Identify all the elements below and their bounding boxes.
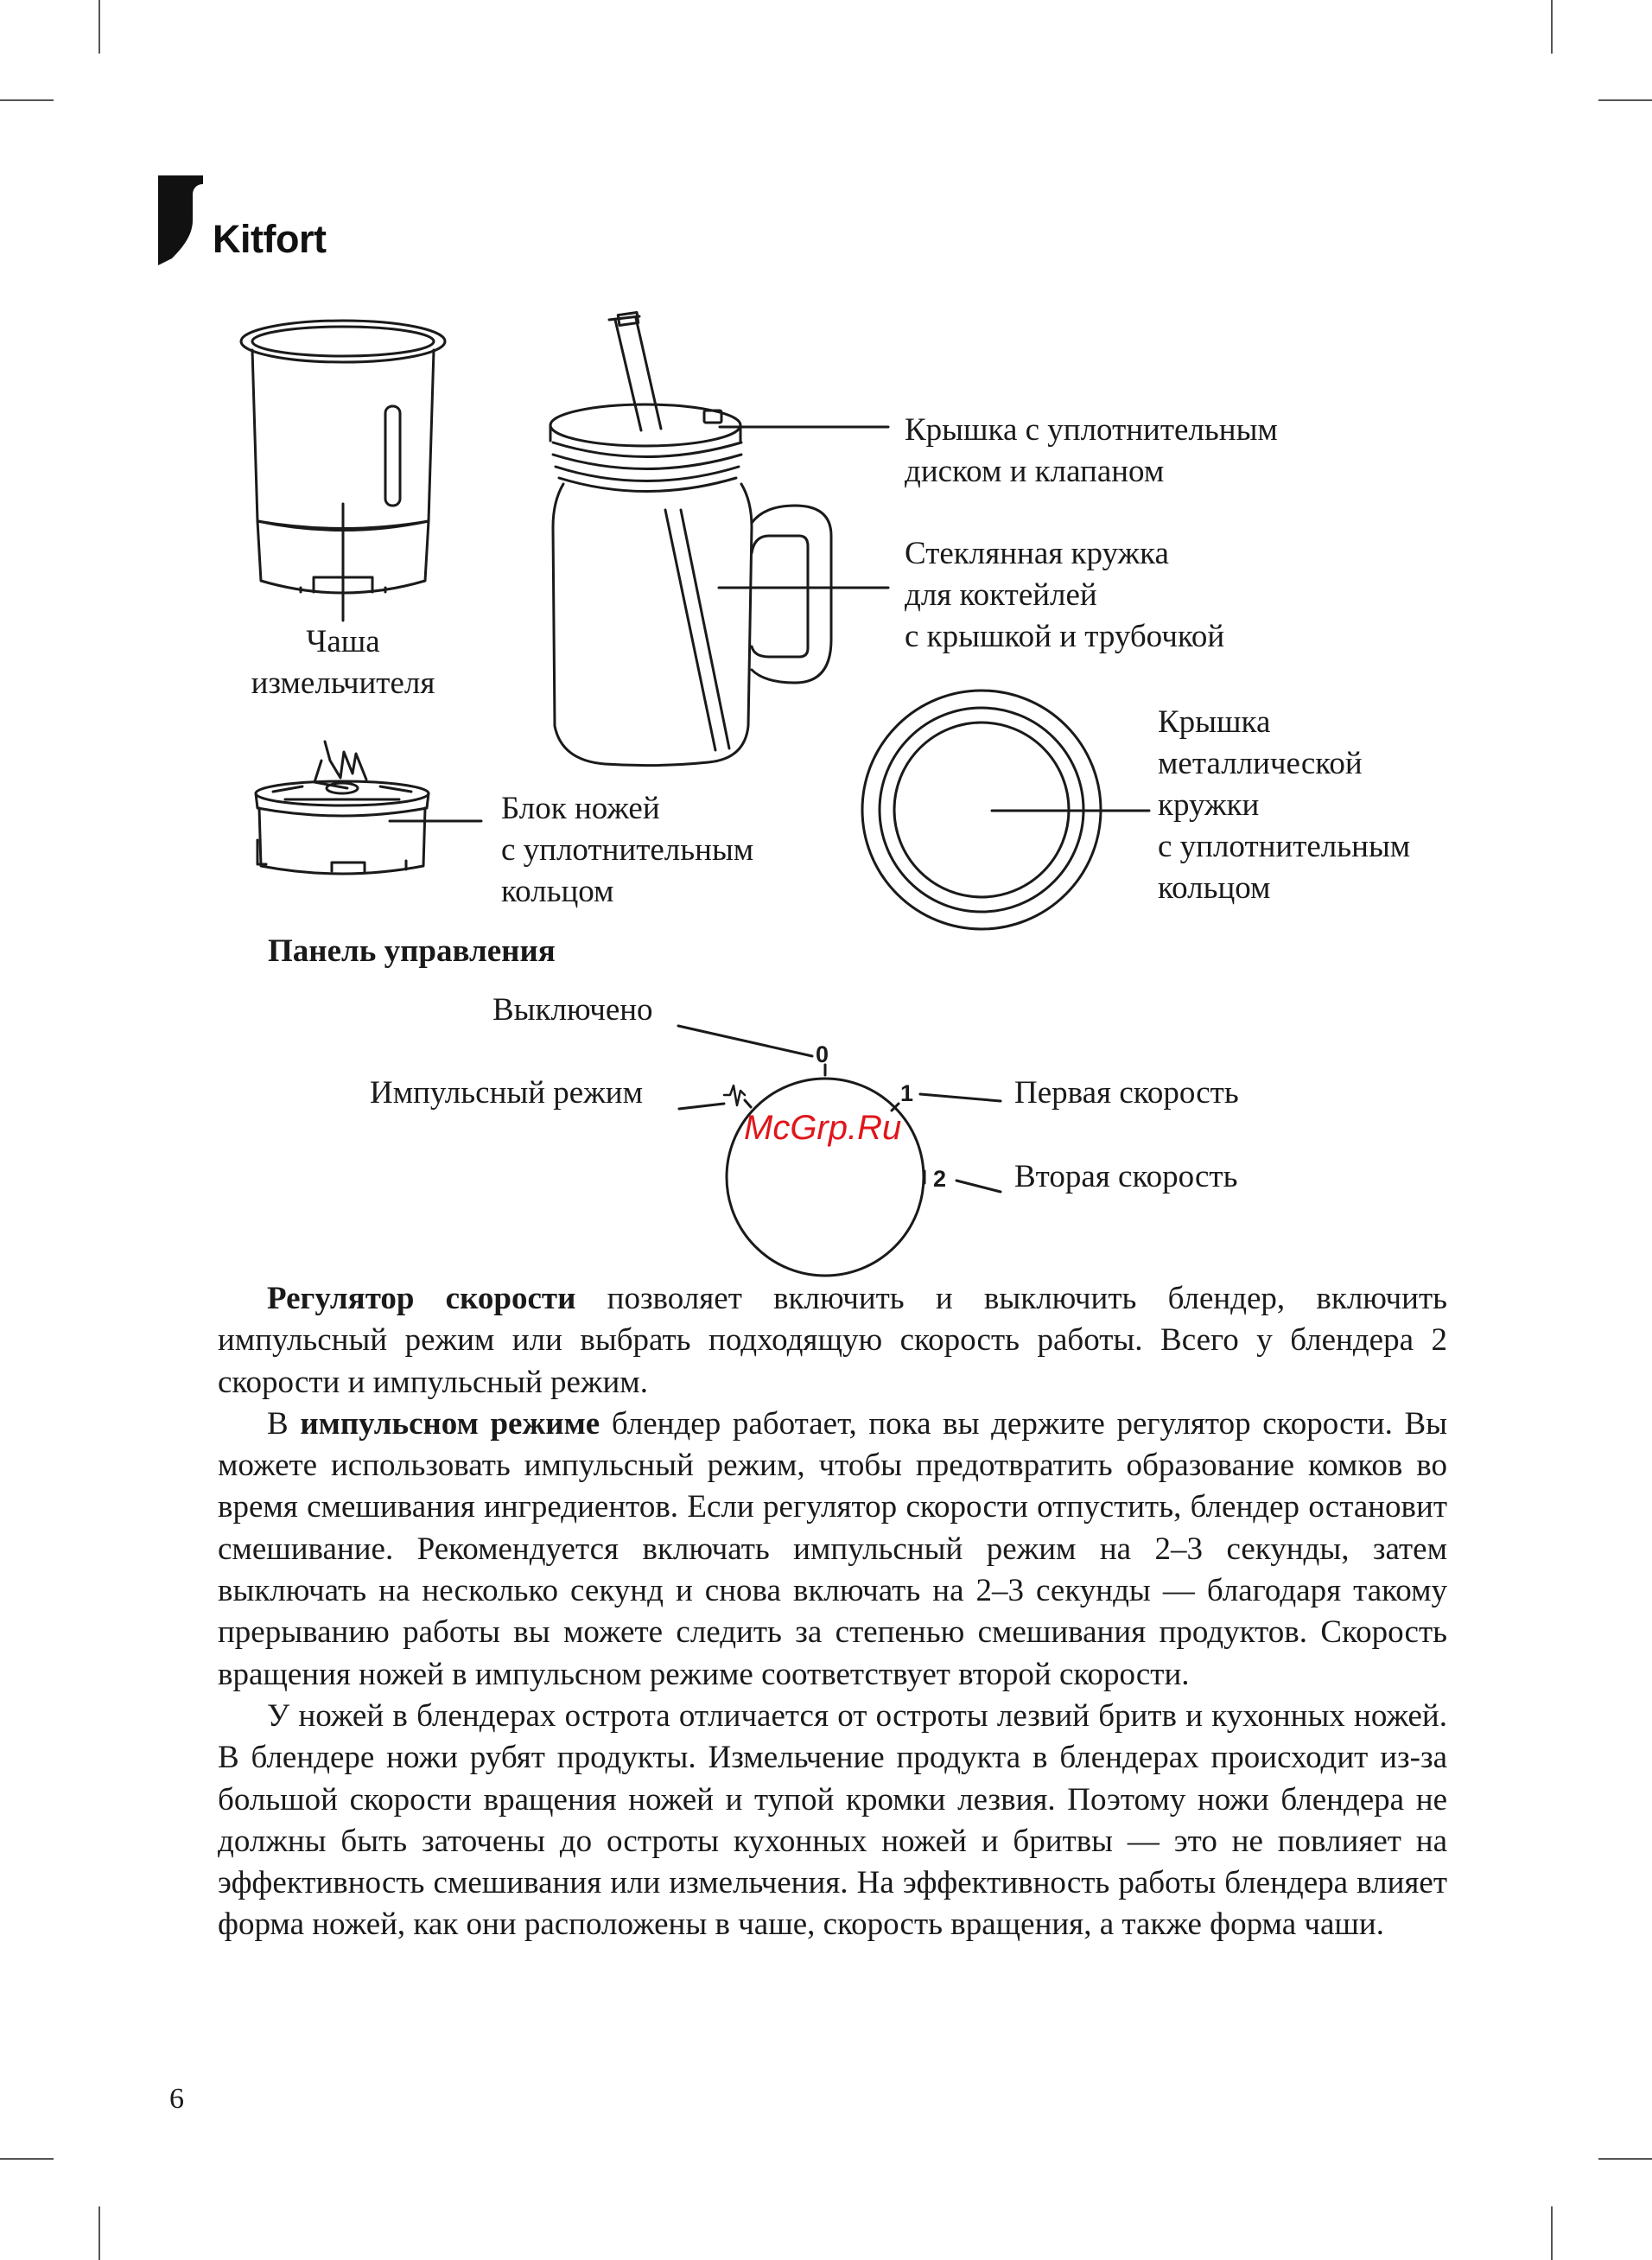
speed1-label: Первая скорость — [1014, 1075, 1239, 1111]
speed-dial-drawing — [724, 1065, 924, 1276]
dial-mark-1: 1 — [900, 1080, 914, 1106]
speed1-leader — [920, 1094, 1001, 1101]
speed2-leader — [956, 1181, 1001, 1192]
dial-mark-2: 2 — [933, 1166, 947, 1192]
dial-mark-0: 0 — [816, 1041, 829, 1067]
grinder-bowl-label: Чаша измельчителя — [251, 624, 435, 701]
paragraph-blade-sharpness: У ножей в блендерах острота отличается от остроты лезвий бритв и кухонных ножей. В блендере ножи рубят продукты. Измельчение продукта в блендерах происходит из-за большой скорости вращения ножей и тупой кромки лезвия. Поэтому ножи блендера не должны быть заточены до остроты кухонных ножей и бритвы — это не повлияет на эффективность смешивания или измельчения. На эффективность работы блендера влияет форма ножей, как они расположены в чаше, скорость вращения, а также форма чаши. — [218, 1697, 1447, 1943]
glass-lid-label: Крышка с уплотнительным диском и клапаном — [905, 412, 1278, 489]
paragraph-speed-regulator: Регулятор скорости позволяет включить и выключить блендер, включить импульсный режим или выбрать подходящую скорость работы. Всего у блендера 2 скорости и импульсный режим. — [218, 1281, 1447, 1400]
glass-mug-drawing — [550, 313, 831, 766]
body-text — [218, 1278, 1447, 1946]
off-label: Выключено — [492, 992, 653, 1028]
metal-lid-label: Крышка металлической кружки с уплотнительным кольцом — [1158, 704, 1411, 906]
pulse-label: Импульсный режим — [370, 1075, 643, 1111]
watermark: McGrp.Ru — [744, 1109, 902, 1147]
blade-block-drawing — [256, 742, 429, 874]
blade-block-label: Блок ножей с уплотнительным кольцом — [501, 791, 754, 909]
paragraph-pulse-mode: В импульсном режиме блендер работает, пока вы держите регулятор скорости. Вы можете использовать импульсный режим, чтобы предотвратить образование комков во время смешивания ингредиентов. Если регулятор скорости отпустить, блендер остановит смешивание. Рекомендуется включать импульсный режим на 2–3 секунды, затем выключать на несколько секунд и снова включать на 2–3 секунды — благодаря такому прерыванию работы вы можете следить за степенью смешивания продуктов. Скорость вращения ножей в импульсном режиме соответствует второй скорости. — [218, 1405, 1447, 1692]
pulse-leader — [679, 1104, 724, 1109]
speed2-label: Вторая скорость — [1014, 1159, 1238, 1194]
panel-heading: Панель управления — [268, 933, 556, 969]
glass-mug-label: Стеклянная кружка для коктейлей с крышкой и трубочкой — [905, 536, 1225, 654]
page-number: 6 — [169, 2083, 184, 2115]
brand-name: Kitfort — [213, 217, 327, 261]
off-leader — [678, 1026, 812, 1056]
